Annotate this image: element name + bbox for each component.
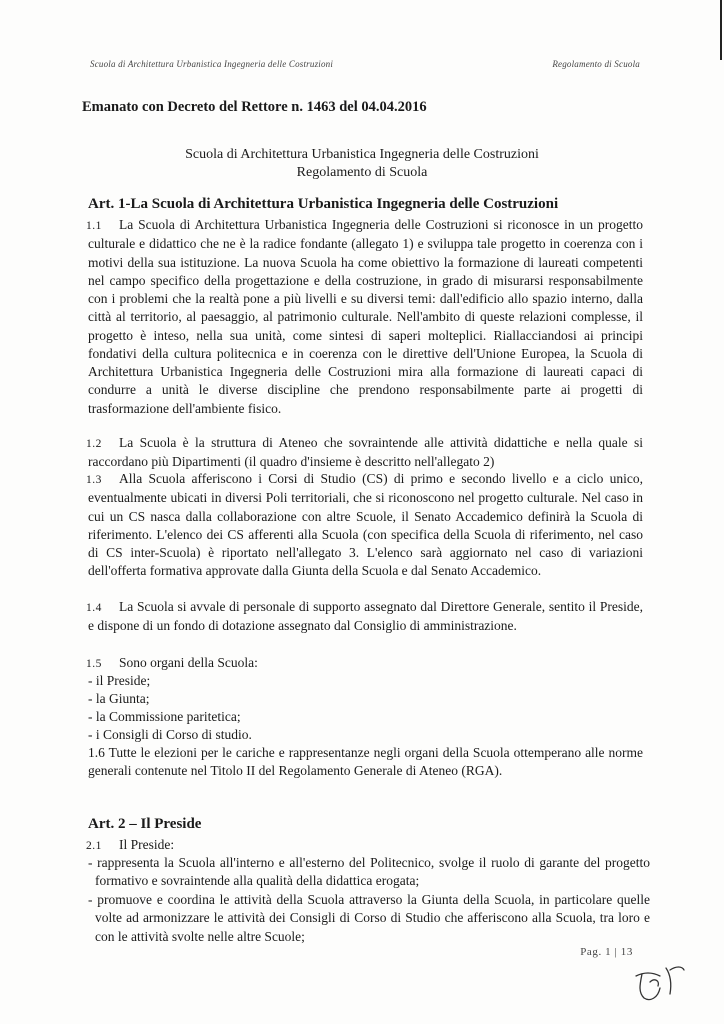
- art1-paragraph-6: 1.6 Tutte le elezioni per le cariche e rappresentanze negli organi della Scuola ottemperano alle norme generali contenute nel Titolo II del Regolamento Generale di Ateneo (RGA).: [88, 745, 643, 779]
- organ-list-item: - il Preside;: [88, 673, 151, 688]
- handwritten-signature: [630, 958, 690, 1008]
- art1-paragraph-2: [88, 434, 643, 472]
- paragraph-number: 1.1: [86, 220, 102, 232]
- running-header-right: Regolamento di Scuola: [552, 59, 640, 69]
- paragraph-number: 1.2: [86, 438, 102, 450]
- paragraph-text: Sono organi della Scuola:: [119, 655, 258, 670]
- paragraph-text: La Scuola è la struttura di Ateneo che sovraintende alle attività didattiche e nella quale si raccordano più Dipartimenti (il quadro d'insieme è descritto nell'allegato 2): [88, 435, 643, 470]
- decree-line: Emanato con Decreto del Rettore n. 1463 del 04.04.2016: [82, 99, 427, 115]
- organ-list-item: - i Consigli di Corso di studio.: [88, 727, 252, 742]
- art1-paragraph-1: [88, 216, 643, 418]
- organ-list-item: - la Commissione paritetica;: [88, 709, 241, 724]
- page-number: Pag. 1 | 13: [580, 946, 633, 958]
- paragraph-text: Il Preside:: [119, 837, 175, 852]
- organ-list-item: - la Giunta;: [88, 691, 150, 706]
- title-line-1: Scuola di Architettura Urbanistica Ingegneria delle Costruzioni: [185, 147, 539, 162]
- paragraph-number: 1.4: [86, 602, 102, 614]
- art2-list-item-2: - promuove e coordina le attività della Scuola attraverso la Giunta della Scuola, in particolare quelle volte ad armonizzare le attività dei Consigli di Corso di Studio che afferiscono alla Scuola, tra loro e con le attività svolte nelle altre Scuole;: [88, 892, 650, 944]
- paragraph-text: La Scuola di Architettura Urbanistica Ingegneria delle Costruzioni si riconosce in un progetto culturale e didattico che ne è la radice fondante (allegato 1) e sviluppa tale progetto in coerenza con i motivi della sua istituzione. La nuova Scuola ha come obiettivo la formazione di laureati competenti nel campo specifico della progettazione e della costruzione, in grado di misurarsi responsabilmente con i problemi che la realtà pone a più livelli e su diversi temi: dall'edificio allo spazio interno, dalla città al territorio, al paesaggio, al patrimonio culturale. Nell'ambito di queste relazioni complesse, il progetto è inteso, nella sua unità, come sintesi di saperi molteplici. Riallacciandosi ai principi fondativi della cultura politecnica e in coerenza con le direttive dell'Unione Europea, la Scuola di Architettura Urbanistica Ingegneria delle Costruzioni mira alla formazione di laureati capaci di condurre a unità le diverse discipline che prendono responsabilmente parte ai progetti di trasformazione dell'ambiente fisico.: [88, 217, 643, 416]
- art1-paragraph-4: [88, 598, 643, 636]
- title-line-2: Regolamento di Scuola: [296, 165, 428, 180]
- paragraph-number: 2.1: [86, 840, 102, 852]
- running-header-left: Scuola di Architettura Urbanistica Ingegneria delle Costruzioni: [90, 59, 334, 69]
- art2-paragraph-1: [88, 836, 643, 855]
- document-title: [82, 146, 642, 182]
- art2-list-item-1: - rappresenta la Scuola all'interno e all'esterno del Politecnico, svolge il ruolo di garante del progetto formativo e sovraintende alla qualità della didattica erogata;: [88, 855, 650, 889]
- art1-paragraph-3: [88, 470, 643, 581]
- scan-edge-line: [720, 0, 722, 60]
- paragraph-number: 1.5: [86, 658, 102, 670]
- paragraph-number: 1.3: [86, 474, 102, 486]
- art2-heading: Art. 2 – Il Preside: [88, 816, 202, 832]
- art1-paragraph-5: [88, 654, 643, 673]
- paragraph-text: La Scuola si avvale di personale di supporto assegnato dal Direttore Generale, sentito il Preside, e dispone di un fondo di dotazione assegnato dal Consiglio di amministrazione.: [88, 599, 643, 634]
- art1-heading: Art. 1-La Scuola di Architettura Urbanistica Ingegneria delle Costruzioni: [88, 196, 559, 212]
- paragraph-text: Alla Scuola afferiscono i Corsi di Studio (CS) di primo e secondo livello e a ciclo unico, eventualmente ubicati in diversi Poli territoriali, che si riconoscono nel progetto culturale. Nel caso in cui un CS nasca dalla collaborazione con altre Scuole, il Senato Accademico definirà la Scuola di riferimento. L'elenco dei CS afferenti alla Scuola (con specifica della Scuola di riferimento, nel caso di CS inter-Scuola) è riportato nell'allegato 3. L'elenco sarà aggiornato nel caso di variazioni dell'offerta formativa approvate dalla Giunta della Scuola e dal Senato Accademico.: [88, 471, 643, 579]
